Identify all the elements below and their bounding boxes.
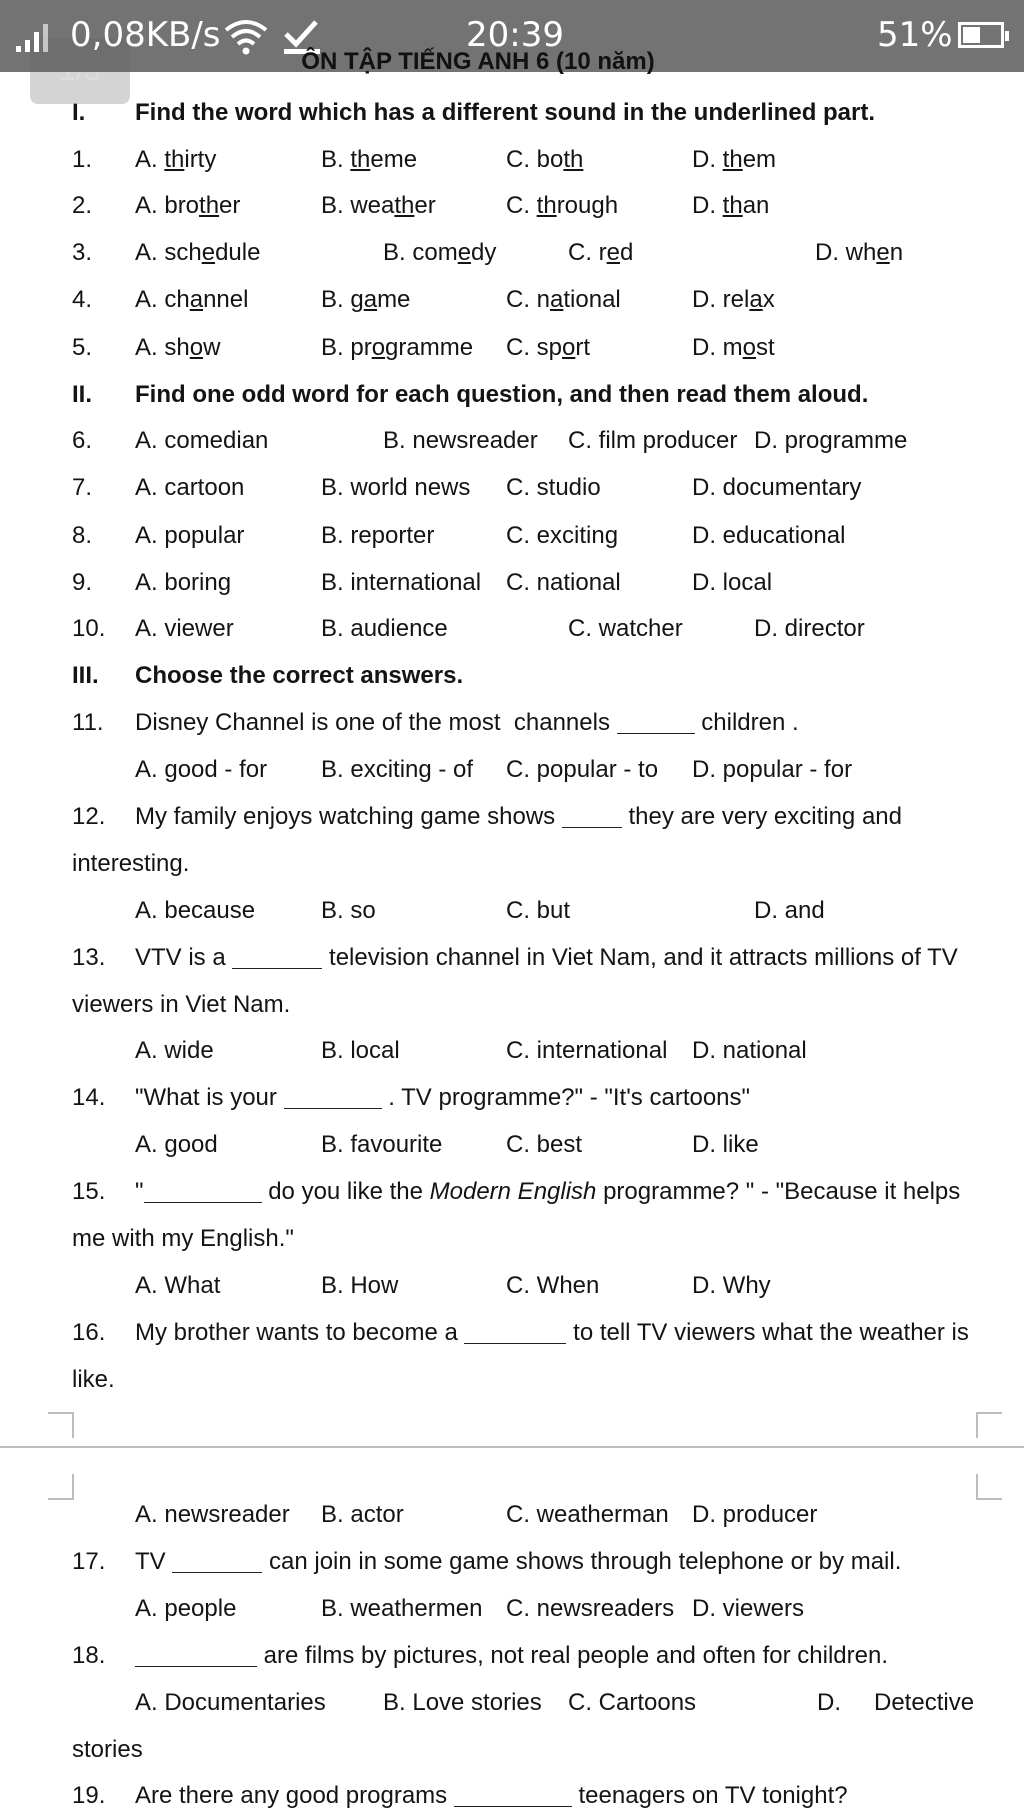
option-c: C. international	[506, 1037, 668, 1064]
option-b: B. theme	[321, 146, 418, 173]
question-row	[0, 797, 1024, 837]
option-b: B. exciting - of	[321, 756, 474, 783]
answer-blank	[135, 1640, 257, 1667]
section-heading	[0, 93, 1024, 133]
option-a: A. because	[135, 897, 256, 924]
option-a: A. What	[135, 1272, 221, 1299]
option-b: B. programme	[321, 334, 474, 361]
answer-blank	[454, 1780, 572, 1807]
question-number: 12.	[72, 803, 106, 830]
answer-blank	[144, 1176, 262, 1203]
option-b: B. actor	[321, 1501, 404, 1528]
option-a: A. comedian	[135, 427, 269, 454]
options-row	[0, 1495, 1024, 1535]
option-c: C. exciting	[506, 522, 619, 549]
question-text: My brother wants to become a to tell TV viewers what the weather is	[135, 1319, 969, 1346]
option-c: C. best	[506, 1131, 583, 1158]
option-d: D. and	[754, 897, 825, 924]
question-number: 6.	[72, 427, 93, 454]
option-d: D. documentary	[692, 474, 862, 501]
question-continuation: me with my English."	[72, 1225, 294, 1252]
question-text: Are there any good programs teenagers on TV tonight?	[135, 1782, 848, 1809]
option-c: C. watcher	[568, 615, 683, 642]
option-a: A. newsreader	[135, 1501, 290, 1528]
option-b: B. reporter	[321, 522, 435, 549]
question-number: 11.	[72, 709, 104, 736]
question-number: 17.	[72, 1548, 106, 1575]
page-break	[0, 1446, 1024, 1448]
option-d: D. like	[692, 1131, 759, 1158]
document-title: ÔN TẬP TIẾNG ANH 6 (10 năm)	[301, 48, 655, 75]
option-b: B. How	[321, 1272, 399, 1299]
question-continuation: like.	[72, 1366, 115, 1393]
option-c: C. national	[506, 569, 621, 596]
option-b: B. world news	[321, 474, 471, 501]
question-text: VTV is a television channel in Viet Nam, and it attracts millions of TV	[135, 944, 958, 971]
option-b: B. international	[321, 569, 482, 596]
battery-percent: 51%	[877, 15, 953, 55]
option-a: A. popular	[135, 522, 245, 549]
option-b: B. favourite	[321, 1131, 443, 1158]
question-number: 2.	[72, 192, 93, 219]
question-row	[0, 280, 1024, 320]
question-row	[0, 186, 1024, 226]
question-row	[0, 328, 1024, 368]
question-text: " do you like the Modern English programme? " - "Because it helps	[135, 1178, 961, 1205]
options-row	[0, 891, 1024, 931]
option-d: Detective	[874, 1689, 975, 1716]
option-d: D. programme	[754, 427, 908, 454]
option-d: D. relax	[692, 286, 775, 313]
option-a: A. viewer	[135, 615, 234, 642]
network-speed: 0,08KB/s	[70, 15, 221, 55]
option-b: B. so	[321, 897, 376, 924]
question-number: 13.	[72, 944, 106, 971]
question-text: TV can join in some game shows through telephone or by mail.	[135, 1548, 902, 1575]
option-c: C. newsreaders	[506, 1595, 675, 1622]
question-row	[0, 1172, 1024, 1212]
option-a: A. show	[135, 334, 221, 361]
option-c: C. red	[568, 239, 634, 266]
option-b: B. game	[321, 286, 411, 313]
option-a: A. people	[135, 1595, 237, 1622]
question-number: 4.	[72, 286, 93, 313]
battery-icon	[958, 22, 1004, 48]
option-d: D. when	[815, 239, 904, 266]
question-number: 15.	[72, 1178, 106, 1205]
section-title: Choose the correct answers.	[135, 662, 464, 689]
options-row	[0, 1589, 1024, 1629]
question-number: 18.	[72, 1642, 106, 1669]
section-numeral: III.	[72, 662, 99, 689]
answer-blank	[284, 1082, 382, 1109]
option-a: A. brother	[135, 192, 241, 219]
answer-blank	[464, 1317, 566, 1344]
page-corner-mark	[976, 1412, 1002, 1438]
question-row	[0, 938, 1024, 978]
option-c: C. studio	[506, 474, 601, 501]
option-d: D. viewers	[692, 1595, 805, 1622]
section-numeral: I.	[72, 99, 86, 126]
option-a: A. good - for	[135, 756, 268, 783]
question-text: are films by pictures, not real people and often for children.	[135, 1636, 888, 1676]
section-title: Find the word which has a different sound in the underlined part.	[135, 99, 876, 126]
option-c: C. both	[506, 146, 584, 173]
option-c: C. weatherman	[506, 1501, 669, 1528]
answer-blank	[562, 801, 622, 828]
question-row	[0, 233, 1024, 273]
section-heading	[0, 656, 1024, 696]
option-d-letter: D.	[817, 1689, 841, 1716]
option-a: A. cartoon	[135, 474, 245, 501]
page-corner-mark	[48, 1412, 74, 1438]
option-a: A. thirty	[135, 146, 217, 173]
question-continuation: stories	[72, 1736, 143, 1763]
option-d: D. than	[692, 192, 770, 219]
question-number: 16.	[72, 1319, 106, 1346]
option-d: D. Why	[692, 1272, 771, 1299]
option-b: B. weather	[321, 192, 436, 219]
section-numeral: II.	[72, 381, 93, 408]
option-b: B. local	[321, 1037, 400, 1064]
question-row	[0, 421, 1024, 461]
answer-blank	[232, 942, 322, 969]
option-b: B. weathermen	[321, 1595, 483, 1622]
option-d: D. them	[692, 146, 777, 173]
option-a: A. wide	[135, 1037, 214, 1064]
option-d: D. popular - for	[692, 756, 853, 783]
question-number: 1.	[72, 146, 93, 173]
question-number: 19.	[72, 1782, 106, 1809]
question-text: Disney Channel is one of the most channels children .	[135, 709, 799, 736]
question-number: 14.	[72, 1084, 106, 1111]
option-d: D. local	[692, 569, 773, 596]
option-a: A. Documentaries	[135, 1689, 326, 1716]
question-number: 8.	[72, 522, 93, 549]
section-heading	[0, 375, 1024, 415]
option-d: D. most	[692, 334, 775, 361]
clock: 20:39	[466, 15, 564, 55]
question-number: 9.	[72, 569, 93, 596]
question-number: 7.	[72, 474, 93, 501]
option-d: D. educational	[692, 522, 846, 549]
question-text: "What is your . TV programme?" - "It's cartoons"	[135, 1084, 751, 1111]
question-row	[0, 140, 1024, 180]
options-row	[0, 1031, 1024, 1071]
option-c: C. sport	[506, 334, 591, 361]
option-d: D. director	[754, 615, 865, 642]
options-row	[0, 1683, 1024, 1723]
option-a: A. good	[135, 1131, 218, 1158]
option-c: C. national	[506, 286, 621, 313]
option-b: B. comedy	[383, 239, 497, 266]
option-b: B. newsreader	[383, 427, 538, 454]
question-number: 10.	[72, 615, 106, 642]
option-c: C. through	[506, 192, 619, 219]
question-row	[0, 609, 1024, 649]
question-row	[0, 703, 1024, 743]
question-number: 5.	[72, 334, 93, 361]
question-number: 3.	[72, 239, 93, 266]
option-a: A. boring	[135, 569, 232, 596]
option-a: A. schedule	[135, 239, 261, 266]
option-c: C. Cartoons	[568, 1689, 697, 1716]
question-row	[0, 468, 1024, 508]
question-row	[0, 1313, 1024, 1353]
option-c: C. When	[506, 1272, 600, 1299]
question-row	[0, 516, 1024, 556]
question-continuation: viewers in Viet Nam.	[72, 991, 291, 1018]
option-c: C. but	[506, 897, 571, 924]
option-a: A. channel	[135, 286, 249, 313]
question-row	[0, 1776, 1024, 1816]
option-c: C. popular - to	[506, 756, 659, 783]
option-d: D. producer	[692, 1501, 818, 1528]
question-continuation: interesting.	[72, 850, 190, 877]
question-row	[0, 563, 1024, 603]
options-row	[0, 1125, 1024, 1165]
options-row	[0, 1266, 1024, 1306]
option-c: C. film producer	[568, 427, 738, 454]
question-row	[0, 1542, 1024, 1582]
option-d: D. national	[692, 1037, 807, 1064]
section-title: Find one odd word for each question, and then read them aloud.	[135, 381, 869, 408]
question-text: My family enjoys watching game shows they are very exciting and	[135, 803, 902, 830]
option-b: B. Love stories	[383, 1689, 542, 1716]
question-row	[0, 1636, 1024, 1676]
answer-blank	[172, 1546, 262, 1573]
options-row	[0, 750, 1024, 790]
option-b: B. audience	[321, 615, 448, 642]
question-row	[0, 1078, 1024, 1118]
answer-blank	[617, 707, 695, 734]
